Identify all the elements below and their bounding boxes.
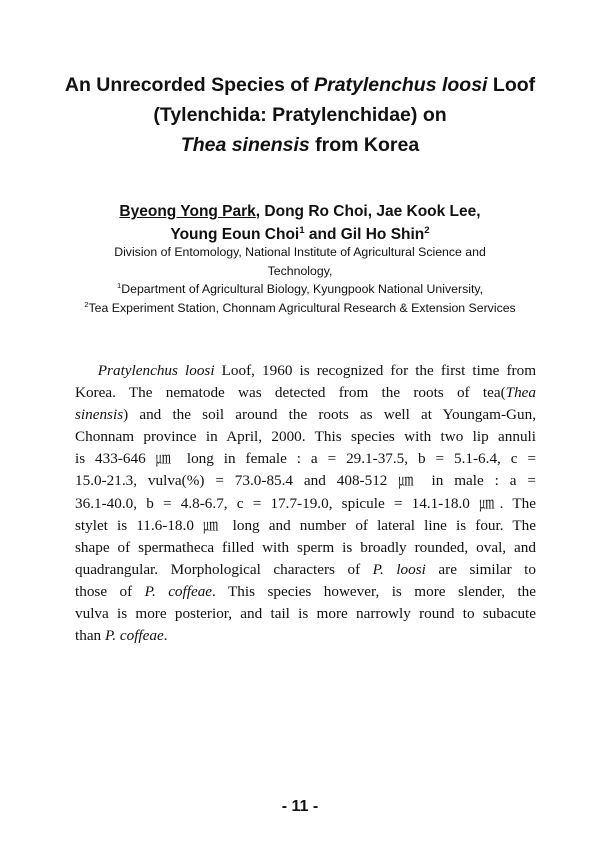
abstract-line: is 433-646 ㎛ long in female : a = 29.1-37.5, b = 5.1-6.4, c = (75, 450, 536, 468)
abstract-line: Korea. The nematode was detected from the roots of tea(Thea (75, 384, 536, 402)
paper-title (40, 70, 560, 160)
affiliation-line-3: $^1$Department of Agricultural Biology, Kyungpook National University, (116, 280, 484, 296)
affiliation-line-4: $^2$Tea Experiment Station, Chonnam Agricultural Research & Extension Services (84, 299, 516, 315)
host-name: Thea sinensis (180, 134, 310, 156)
corresponding-author: Byeong Yong Park (119, 203, 256, 220)
affiliation-line-1: Division of Entomology, National Institute of Agricultural Science and (114, 245, 486, 259)
title-line-1: An Unrecorded Species of Pratylenchus loosi Loof (64, 74, 536, 96)
species-name: Pratylenchus loosi (314, 74, 488, 96)
abstract-line: vulva is more posterior, and tail is more narrowly round to subacute (75, 605, 536, 623)
abstract-line: Pratylenchus loosi Loof, 1960 is recognized for the first time from (97, 362, 537, 379)
abstract-line: stylet is 11.6-18.0 ㎛ long and number of lateral line is four. The (75, 516, 536, 534)
author-list (40, 200, 560, 246)
author-line-1: Byeong Yong Park, Dong Ro Choi, Jae Kook Lee, (119, 203, 481, 220)
abstract-line: shape of spermatheca filled with sperm is broadly rounded, oval, and (75, 538, 536, 556)
abstract-line: Chonnam province in April, 2000. This species with two lip annuli (75, 428, 536, 446)
abstract-body (75, 360, 536, 647)
affiliation-line-2: Technology, (267, 263, 333, 278)
abstract-line: quadrangular. Morphological characters of P. loosi are similar to (75, 560, 536, 578)
abstract-line: 15.0-21.3, vulva(%) = 73.0-85.4 and 408-512 ㎛ in male : a = (75, 472, 536, 490)
abstract-line: 36.1-40.0, b = 4.8-6.7, c = 17.7-19.0, spicule = 14.1-18.0 ㎛. The (75, 494, 536, 512)
title-line-2: (Tylenchida: Pratylenchidae) on (153, 104, 447, 126)
abstract-line: than P. coffeae. (75, 627, 168, 645)
author-line-2: Young Eoun Choi$^1$ and Gil Ho Shin$^2$ (170, 224, 430, 243)
affiliations (40, 243, 560, 317)
page-number: - 11 - (281, 798, 319, 815)
abstract-line: sinensis) and the soil around the roots as well at Youngam-Gun, (75, 406, 536, 424)
abstract-line: those of P. coffeae. This species however, is more slender, the (75, 582, 536, 600)
title-line-3: Thea sinensis from Korea (180, 134, 420, 156)
